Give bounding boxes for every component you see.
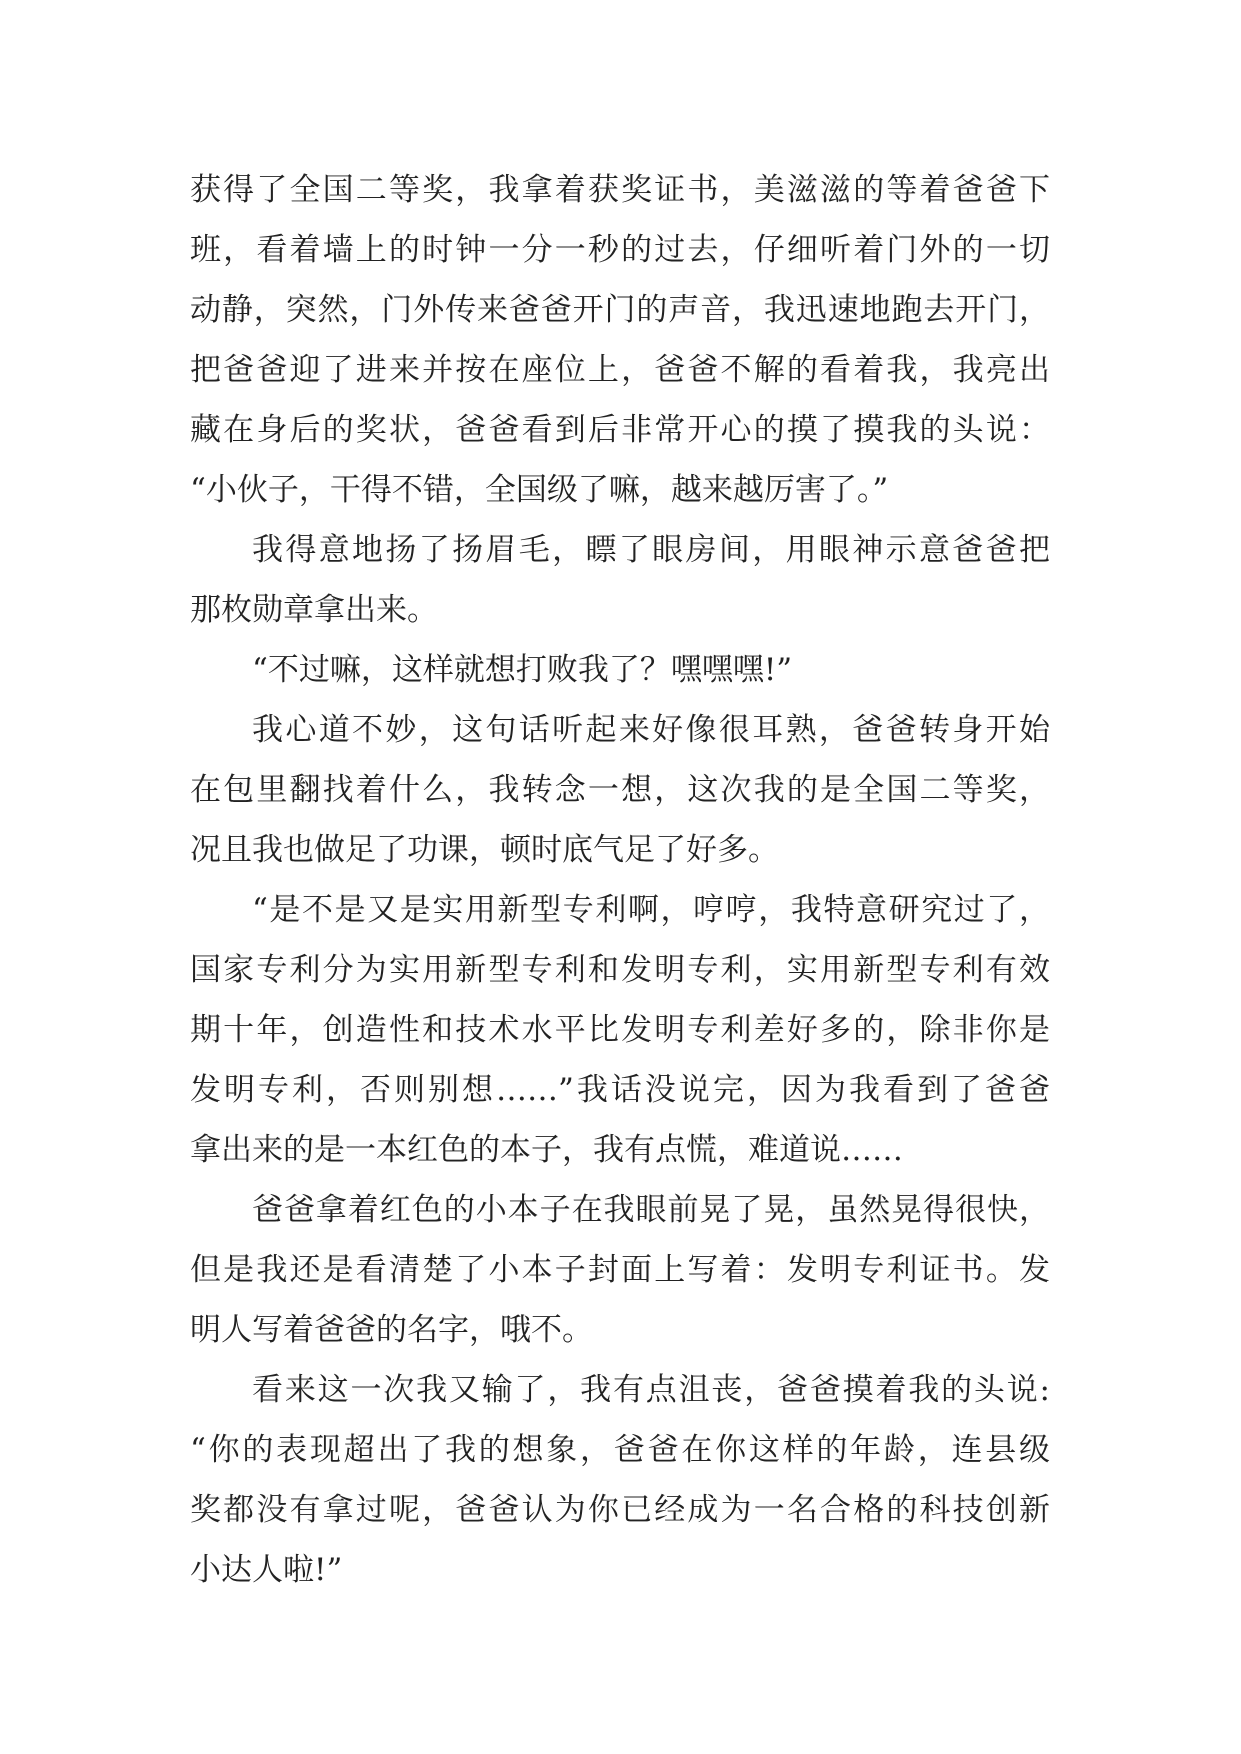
text-line: “不过嘛，这样就想打败我了？嘿嘿嘿!” — [252, 652, 793, 688]
text-line: 班，看着墙上的时钟一分一秒的过去，仔细听着门外的一切 — [190, 232, 1050, 268]
text-line: 期十年，创造性和技术水平比发明专利差好多的，除非你是 — [190, 1012, 1050, 1048]
text-line: 小达人啦!” — [190, 1552, 343, 1588]
text-line: 爸爸拿着红色的小本子在我眼前晃了晃，虽然晃得很快， — [252, 1192, 1050, 1228]
text-line: 但是我还是看清楚了小本子封面上写着：发明专利证书。发 — [190, 1252, 1050, 1288]
story-text — [190, 160, 1050, 1600]
text-line: 发明专利，否则别想……”我话没说完，因为我看到了爸爸 — [190, 1072, 1050, 1108]
text-line: 藏在身后的奖状，爸爸看到后非常开心的摸了摸我的头说： — [190, 412, 1050, 448]
text-line: 我得意地扬了扬眉毛，瞟了眼房间，用眼神示意爸爸把 — [252, 532, 1050, 568]
text-line: 明人写着爸爸的名字，哦不。 — [190, 1312, 593, 1348]
text-line: 把爸爸迎了进来并按在座位上，爸爸不解的看着我，我亮出 — [190, 352, 1050, 388]
text-line: “小伙子，干得不错，全国级了嘛，越来越厉害了。” — [190, 472, 889, 508]
text-line: 我心道不妙，这句话听起来好像很耳熟，爸爸转身开始 — [252, 712, 1050, 748]
text-line: 那枚勋章拿出来。 — [190, 592, 438, 628]
text-line: 动静，突然，门外传来爸爸开门的声音，我迅速地跑去开门， — [190, 292, 1050, 328]
text-line: 在包里翻找着什么，我转念一想，这次我的是全国二等奖， — [190, 772, 1050, 808]
text-line: 况且我也做足了功课，顿时底气足了好多。 — [190, 832, 779, 868]
text-line: 看来这一次我又输了，我有点沮丧，爸爸摸着我的头说: — [252, 1372, 1050, 1408]
text-line: 获得了全国二等奖，我拿着获奖证书，美滋滋的等着爸爸下 — [190, 172, 1050, 208]
text-line: “是不是又是实用新型专利啊，哼哼，我特意研究过了， — [252, 892, 1050, 928]
text-line: “你的表现超出了我的想象，爸爸在你这样的年龄，连县级 — [190, 1432, 1050, 1468]
text-line: 奖都没有拿过呢，爸爸认为你已经成为一名合格的科技创新 — [190, 1492, 1050, 1528]
text-line: 拿出来的是一本红色的本子，我有点慌，难道说…… — [190, 1132, 903, 1168]
text-line: 国家专利分为实用新型专利和发明专利，实用新型专利有效 — [190, 952, 1050, 988]
